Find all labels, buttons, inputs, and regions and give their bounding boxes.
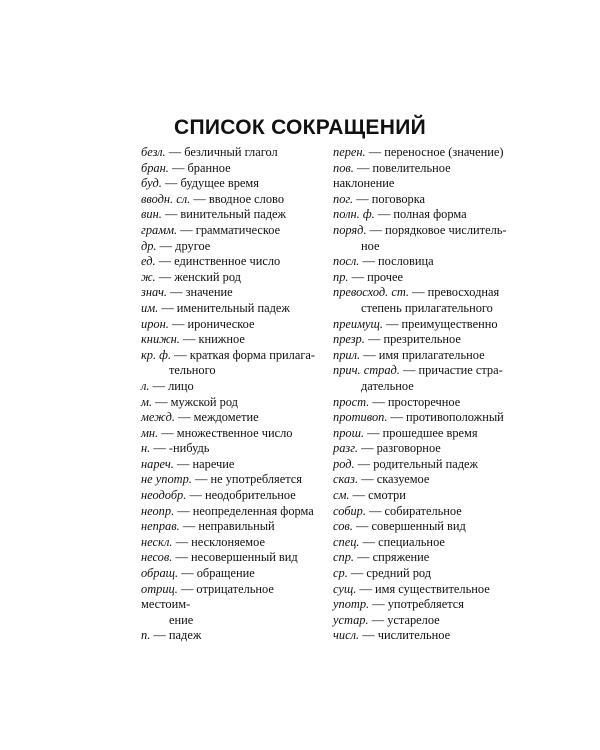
abbreviation-entry bbox=[333, 488, 513, 504]
definition: — числительное bbox=[362, 628, 451, 643]
definition: — отрицательное местоим- bbox=[141, 581, 274, 612]
definition-continuation: ение bbox=[169, 612, 194, 627]
definition: — полная форма bbox=[377, 207, 467, 222]
abbreviation-entry bbox=[141, 207, 319, 223]
definition: — будущее время bbox=[165, 176, 259, 191]
abbreviation-entry bbox=[333, 254, 513, 270]
definition: — значение bbox=[170, 285, 233, 300]
definition-continuation: ное bbox=[361, 238, 380, 253]
abbreviation: кр. ф. bbox=[141, 347, 172, 362]
abbreviation: противоп. bbox=[333, 410, 388, 425]
definition: — имя прилагательное bbox=[363, 347, 485, 362]
abbreviation-entry bbox=[141, 488, 319, 504]
definition: — именительный падеж bbox=[161, 300, 290, 315]
abbreviation: полн. ф. bbox=[333, 207, 375, 222]
definition: — поговорка bbox=[356, 191, 426, 206]
definition: — неодобрительное bbox=[189, 488, 296, 503]
definition: — порядковое числитель- bbox=[369, 222, 507, 237]
definition: — множественное число bbox=[161, 425, 293, 440]
abbreviation: мн. bbox=[141, 425, 159, 440]
definition: — неправильный bbox=[182, 519, 275, 534]
abbreviation-entry bbox=[333, 613, 513, 629]
definition: — лицо bbox=[152, 378, 194, 393]
abbreviation: спр. bbox=[333, 550, 354, 565]
abbreviation-entry bbox=[141, 582, 319, 629]
abbreviation: неопр. bbox=[141, 503, 175, 518]
abbreviation-entry bbox=[141, 379, 319, 395]
abbreviation: обращ. bbox=[141, 566, 179, 581]
abbreviation-entry bbox=[141, 332, 319, 348]
definition: — другое bbox=[159, 238, 211, 253]
abbreviation: ирон. bbox=[141, 316, 169, 331]
definition: — грамматическое bbox=[180, 222, 281, 237]
abbreviation: несов. bbox=[141, 550, 173, 565]
abbreviation: спец. bbox=[333, 534, 360, 549]
definition: — винительный падеж bbox=[164, 207, 287, 222]
abbreviation: нескл. bbox=[141, 534, 173, 549]
abbreviation: м. bbox=[141, 394, 153, 409]
abbreviation: пов. bbox=[333, 160, 354, 175]
abbreviation: н. bbox=[141, 441, 151, 456]
definition: — разговорное bbox=[361, 441, 441, 456]
definition: — прошедшее время bbox=[367, 425, 478, 440]
abbreviation-entry bbox=[141, 176, 319, 192]
abbreviation-entry bbox=[333, 582, 513, 598]
definition: — переносное (значение) bbox=[368, 145, 504, 159]
abbreviation: преимущ. bbox=[333, 316, 383, 331]
abbreviation: буд. bbox=[141, 176, 162, 191]
abbreviation-entry bbox=[141, 254, 319, 270]
abbreviation-entry bbox=[141, 161, 319, 177]
definition: — бранное bbox=[171, 160, 231, 175]
abbreviation-column-left bbox=[141, 145, 319, 644]
abbreviation-entry bbox=[333, 395, 513, 411]
definition: — ироническое bbox=[171, 316, 255, 331]
definition: — безличный глагол bbox=[168, 145, 278, 159]
abbreviation-entry bbox=[333, 192, 513, 208]
definition: — междометие bbox=[178, 410, 259, 425]
abbreviation-entry bbox=[141, 519, 319, 535]
definition: — спряжение bbox=[357, 550, 430, 565]
definition: — сказуемое bbox=[361, 472, 430, 487]
abbreviation: др. bbox=[141, 238, 157, 253]
definition: — совершенный вид bbox=[355, 519, 466, 534]
abbreviation-entry bbox=[141, 441, 319, 457]
definition: — собирательное bbox=[369, 503, 462, 518]
definition: — родительный падеж bbox=[357, 456, 479, 471]
abbreviation-entry bbox=[333, 223, 513, 254]
abbreviation-entry bbox=[141, 395, 319, 411]
abbreviation: поряд. bbox=[333, 222, 367, 237]
abbreviation: ж. bbox=[141, 269, 156, 284]
abbreviation: вин. bbox=[141, 207, 162, 222]
definition: — имя существительное bbox=[359, 581, 490, 596]
abbreviation: пог. bbox=[333, 191, 354, 206]
abbreviation-entry bbox=[333, 457, 513, 473]
abbreviation-entry bbox=[333, 285, 513, 316]
definition: — повелительное наклонение bbox=[333, 160, 451, 191]
abbreviation: прил. bbox=[333, 347, 361, 362]
abbreviation: безл. bbox=[141, 145, 166, 159]
abbreviation: употр. bbox=[333, 597, 370, 612]
definition: — книжное bbox=[183, 332, 245, 347]
definition: — падеж bbox=[153, 628, 202, 643]
abbreviation: пр. bbox=[333, 269, 349, 284]
abbreviation-entry bbox=[141, 348, 319, 379]
abbreviation-entry bbox=[333, 519, 513, 535]
abbreviation-entry bbox=[141, 504, 319, 520]
abbreviation-entry bbox=[141, 239, 319, 255]
definition: — превосходная bbox=[412, 285, 500, 300]
abbreviation-entry bbox=[333, 145, 513, 161]
abbreviation: книжн. bbox=[141, 332, 180, 347]
abbreviation: см. bbox=[333, 488, 350, 503]
definition: — не употребляется bbox=[195, 472, 302, 487]
abbreviation-entry bbox=[333, 348, 513, 364]
abbreviation: прост. bbox=[333, 394, 370, 409]
abbreviation: посл. bbox=[333, 254, 360, 269]
abbreviation-entry bbox=[333, 504, 513, 520]
abbreviation-entry bbox=[141, 550, 319, 566]
definition: — преимущественно bbox=[386, 316, 498, 331]
definition: — специальное bbox=[362, 534, 445, 549]
abbreviation-entry bbox=[333, 472, 513, 488]
abbreviation-entry bbox=[333, 207, 513, 223]
definition-continuation: тельного bbox=[169, 363, 216, 378]
definition-continuation: степень прилагательного bbox=[361, 300, 493, 315]
abbreviation-entry bbox=[141, 535, 319, 551]
abbreviation-entry bbox=[141, 472, 319, 488]
abbreviation-entry bbox=[333, 161, 513, 192]
abbreviation: ср. bbox=[333, 566, 348, 581]
abbreviation: межд. bbox=[141, 410, 175, 425]
definition: — употребляется bbox=[372, 597, 464, 612]
abbreviation: нареч. bbox=[141, 456, 174, 471]
definition: — женский род bbox=[158, 269, 241, 284]
definition: — неопределенная форма bbox=[177, 503, 314, 518]
abbreviation-entry bbox=[333, 597, 513, 613]
abbreviation: п. bbox=[141, 628, 151, 643]
definition: — пословица bbox=[362, 254, 434, 269]
abbreviation-entry bbox=[333, 441, 513, 457]
abbreviation: им. bbox=[141, 300, 159, 315]
abbreviation-entry bbox=[141, 628, 319, 644]
definition: — наречие bbox=[177, 456, 235, 471]
definition-continuation: дательное bbox=[361, 378, 414, 393]
definition: — единственное число bbox=[158, 254, 281, 269]
definition: — -нибудь bbox=[153, 441, 210, 456]
abbreviation-entry bbox=[141, 317, 319, 333]
abbreviation: устар. bbox=[333, 612, 369, 627]
abbreviation: бран. bbox=[141, 160, 169, 175]
abbreviation: неправ. bbox=[141, 519, 180, 534]
abbreviation: отриц. bbox=[141, 581, 178, 596]
definition: — прочее bbox=[351, 269, 404, 284]
definition: — вводное слово bbox=[193, 191, 285, 206]
abbreviation: л. bbox=[141, 378, 150, 393]
definition: — устарелое bbox=[371, 612, 440, 627]
abbreviation: собир. bbox=[333, 503, 366, 518]
abbreviation: числ. bbox=[333, 628, 360, 643]
abbreviation-entry bbox=[333, 363, 513, 394]
abbreviation: сов. bbox=[333, 519, 353, 534]
abbreviation: презр. bbox=[333, 332, 365, 347]
abbreviation: перен. bbox=[333, 145, 366, 159]
abbreviation: неодобр. bbox=[141, 488, 187, 503]
definition: — несклоняемое bbox=[175, 534, 265, 549]
abbreviation-entry bbox=[141, 192, 319, 208]
definition: — смотри bbox=[352, 488, 406, 503]
abbreviation-entry bbox=[333, 270, 513, 286]
definition: — мужской род bbox=[155, 394, 238, 409]
abbreviation: род. bbox=[333, 456, 355, 471]
abbreviation-entry bbox=[141, 410, 319, 426]
abbreviation: разг. bbox=[333, 441, 358, 456]
abbreviation-entry bbox=[333, 535, 513, 551]
abbreviation-entry bbox=[141, 223, 319, 239]
abbreviation-entry bbox=[333, 628, 513, 644]
definition: — краткая форма прилага- bbox=[174, 347, 316, 362]
definition: — противоположный bbox=[390, 410, 504, 425]
abbreviation: прош. bbox=[333, 425, 365, 440]
abbreviation-entry bbox=[333, 550, 513, 566]
definition: — презрительное bbox=[367, 332, 461, 347]
abbreviation-entry bbox=[141, 566, 319, 582]
abbreviation: сказ. bbox=[333, 472, 359, 487]
definition: — просторечное bbox=[372, 394, 461, 409]
definition: — несовершенный вид bbox=[175, 550, 298, 565]
abbreviation: сущ. bbox=[333, 581, 357, 596]
abbreviation-entry bbox=[333, 410, 513, 426]
page-title: СПИСОК СОКРАЩЕНИЙ bbox=[174, 116, 426, 139]
abbreviation-entry bbox=[141, 301, 319, 317]
abbreviation: ед. bbox=[141, 254, 156, 269]
abbreviation: грамм. bbox=[141, 222, 178, 237]
abbreviation-entry bbox=[333, 566, 513, 582]
abbreviation-entry bbox=[141, 426, 319, 442]
abbreviation: не употр. bbox=[141, 472, 192, 487]
abbreviation-entry bbox=[333, 332, 513, 348]
abbreviation-entry bbox=[333, 317, 513, 333]
abbreviation-entry bbox=[141, 457, 319, 473]
abbreviation-entry bbox=[141, 270, 319, 286]
abbreviation: вводн. сл. bbox=[141, 191, 191, 206]
abbreviation-entry bbox=[333, 426, 513, 442]
definition: — средний род bbox=[350, 566, 432, 581]
abbreviation-entry bbox=[141, 285, 319, 301]
abbreviation: прич. страд. bbox=[333, 363, 400, 378]
definition: — причастие стра- bbox=[403, 363, 503, 378]
abbreviation: превосход. ст. bbox=[333, 285, 410, 300]
abbreviation-column-right bbox=[333, 145, 513, 644]
abbreviation: знач. bbox=[141, 285, 168, 300]
definition: — обращение bbox=[181, 566, 255, 581]
abbreviation-entry bbox=[141, 145, 319, 161]
